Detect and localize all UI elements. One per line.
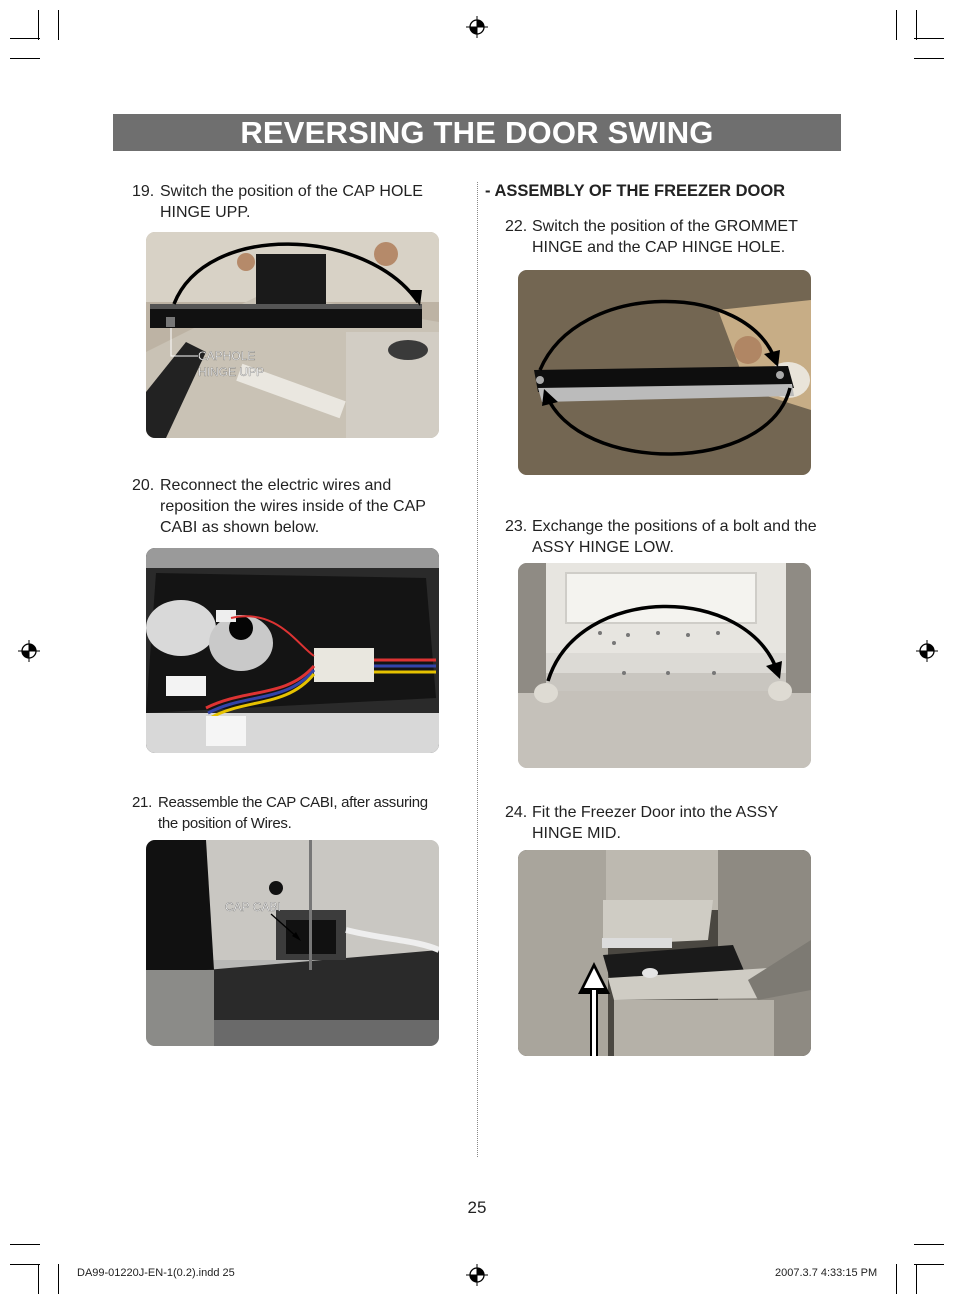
step-text: Switch the position of the CAP HOLE HINGE UPP.	[160, 183, 423, 221]
step-19	[132, 181, 452, 225]
column-divider	[477, 182, 478, 1157]
step-21	[132, 792, 452, 836]
step-number: 21.	[132, 794, 152, 811]
photo-freezer-door-fit	[518, 850, 811, 1056]
step-number: 23.	[505, 518, 528, 535]
section-heading: - ASSEMBLY OF THE FREEZER DOOR	[485, 182, 786, 200]
step-number: 20.	[132, 477, 155, 494]
photo-label: CAP CABI	[225, 900, 281, 914]
footer-file-name: DA99-01220J-EN-1(0.2).indd 25	[77, 1267, 235, 1279]
photo-cap-hole-hinge-upp	[146, 232, 439, 438]
page-number: 25	[467, 1198, 487, 1217]
step-22	[505, 216, 835, 260]
photo-cap-cabi	[146, 840, 439, 1046]
step-23	[505, 516, 835, 560]
step-20	[132, 475, 452, 539]
registration-mark-icon	[466, 1264, 488, 1286]
step-number: 22.	[505, 218, 528, 235]
photo-assy-hinge-low	[518, 563, 811, 768]
step-24	[505, 802, 835, 846]
footer-timestamp: 2007.3.7 4:33:15 PM	[775, 1267, 878, 1279]
step-text: Switch the position of the GROMMET HINGE and the CAP HINGE HOLE.	[532, 218, 798, 256]
step-text: Fit the Freezer Door into the ASSY HINGE MID.	[532, 804, 779, 842]
photo-label: CAPHOLE	[198, 349, 256, 363]
registration-mark-icon	[18, 640, 40, 662]
photo-label: HINGE UPP	[198, 365, 265, 379]
photo-grommet-hinge	[518, 270, 811, 475]
step-text: Exchange the positions of a bolt and the ASSY HINGE LOW.	[532, 518, 817, 556]
step-number: 19.	[132, 183, 155, 200]
registration-mark-icon	[916, 640, 938, 662]
step-number: 24.	[505, 804, 528, 821]
photo-electric-wires	[146, 548, 439, 753]
registration-mark-icon	[466, 16, 488, 38]
step-text: Reconnect the electric wires and reposition the wires inside of the CAP CABI as shown below.	[160, 477, 426, 536]
page-title: REVERSING THE DOOR SWING	[113, 114, 841, 151]
step-text: Reassemble the CAP CABI, after assuring the position of Wires.	[158, 794, 428, 832]
